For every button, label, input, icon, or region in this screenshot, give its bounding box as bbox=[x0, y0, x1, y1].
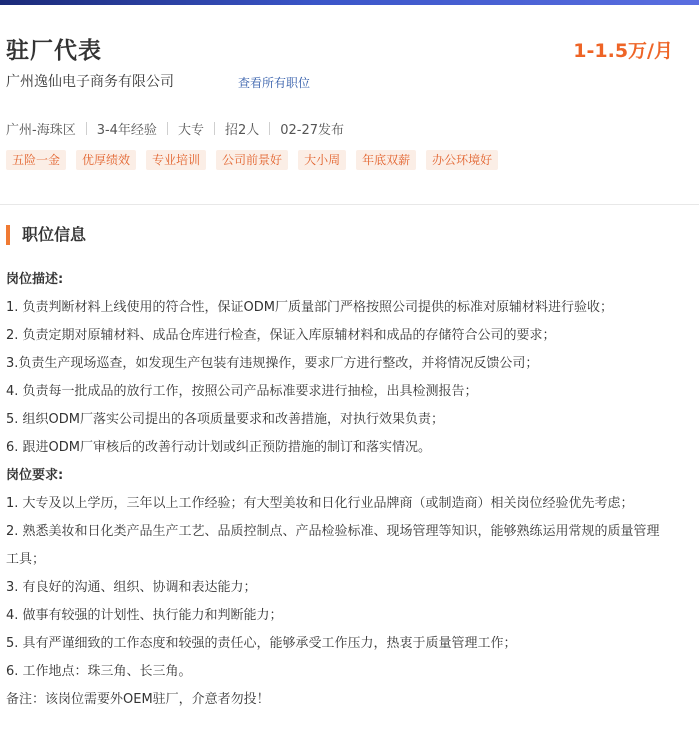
meta-posted: 02-27发布 bbox=[280, 123, 345, 138]
benefit-tag: 办公环境好 bbox=[426, 150, 498, 170]
description-item: 1. 负责判断材料上线使用的符合性，保证ODM厂质量部门严格按照公司提供的标准对原辅材料进行验收； bbox=[6, 300, 613, 315]
top-accent-bar bbox=[0, 0, 699, 5]
description-item: 2. 负责定期对原辅材料、成品仓库进行检查，保证入库原辅材料和成品的存储符合公司的要求； bbox=[6, 328, 556, 343]
salary: 1-1.5万/月 bbox=[573, 40, 673, 62]
description-item: 5. 组织ODM厂落实公司提出的各项质量要求和改善措施，对执行效果负责； bbox=[6, 412, 444, 427]
requirement-item: 2. 熟悉美妆和日化类产品生产工艺、品质控制点、产品检验标准、现场管理等知识，能够熟练运用常规的质量管理工具； bbox=[6, 524, 660, 567]
meta-divider bbox=[86, 122, 87, 135]
requirement-item: 1. 大专及以上学历，三年以上工作经验；有大型美妆和日化行业品牌商（或制造商）相关岗位经验优先考虑； bbox=[6, 496, 634, 511]
meta-divider bbox=[269, 122, 270, 135]
requirements-heading: 岗位要求: bbox=[6, 468, 64, 483]
requirement-item: 5. 具有严谨细致的工作态度和较强的责任心，能够承受工作压力，热衷于质量管理工作； bbox=[6, 636, 517, 651]
meta-experience: 3-4年经验 bbox=[96, 123, 157, 138]
benefit-tag: 大小周 bbox=[298, 150, 346, 170]
benefit-tags bbox=[6, 150, 498, 170]
description-heading: 岗位描述: bbox=[6, 272, 64, 287]
job-note: 备注：该岗位需要外OEM驻厂，介意者勿投！ bbox=[6, 692, 270, 707]
requirement-item: 4. 做事有较强的计划性、执行能力和判断能力； bbox=[6, 608, 283, 623]
description-item: 3.负责生产现场巡查，如发现生产包装有违规操作，要求厂方进行整改，并将情况反馈公司； bbox=[6, 356, 539, 371]
job-title: 驻厂代表 bbox=[6, 38, 102, 64]
meta-divider bbox=[167, 122, 168, 135]
benefit-tag: 五险一金 bbox=[6, 150, 66, 170]
requirement-item: 6. 工作地点：珠三角、长三角。 bbox=[6, 664, 192, 679]
description-item: 4. 负责每一批成品的放行工作，按照公司产品标准要求进行抽检，出具检测报告； bbox=[6, 384, 478, 399]
description-item: 6. 跟进ODM厂审核后的改善行动计划或纠正预防措施的制订和落实情况。 bbox=[6, 440, 431, 455]
benefit-tag: 专业培训 bbox=[146, 150, 206, 170]
meta-divider bbox=[214, 122, 215, 135]
section-title-marker bbox=[6, 225, 10, 245]
benefit-tag: 优厚绩效 bbox=[76, 150, 136, 170]
benefit-tag: 年底双薪 bbox=[356, 150, 416, 170]
view-all-jobs-link[interactable]: 查看所有职位 bbox=[238, 76, 311, 90]
requirement-item: 3. 有良好的沟通、组织、协调和表达能力； bbox=[6, 580, 257, 595]
job-description bbox=[6, 266, 666, 714]
meta-location: 广州-海珠区 bbox=[6, 123, 76, 138]
section-divider bbox=[0, 204, 699, 205]
company-name[interactable]: 广州逸仙电子商务有限公司 bbox=[6, 74, 174, 90]
benefit-tag: 公司前景好 bbox=[216, 150, 288, 170]
meta-headcount: 招2人 bbox=[224, 123, 260, 138]
meta-education: 大专 bbox=[177, 123, 204, 138]
job-meta bbox=[6, 119, 344, 138]
section-title: 职位信息 bbox=[22, 225, 87, 244]
